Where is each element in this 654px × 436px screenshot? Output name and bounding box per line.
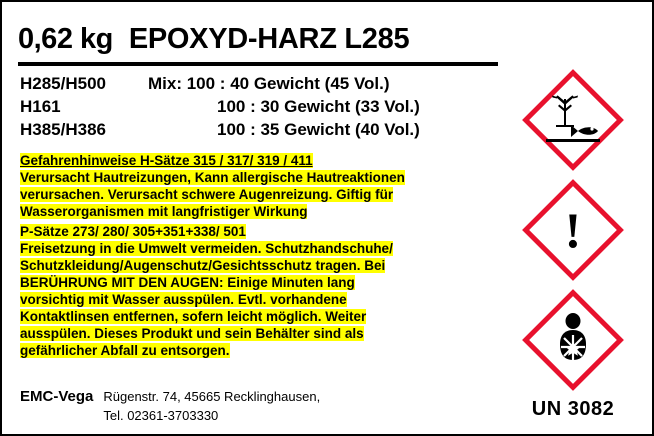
p-phrases-line [20,291,490,308]
p-phrases-line-text: Kontaktlinsen entfernen, sofern leicht möglich. Weiter [20,309,367,324]
mix-code: H385/H386 [20,120,107,139]
p-phrases-line [20,240,490,257]
p-phrases-heading [20,223,490,240]
p-phrases-line-text: BERÜHRUNG MIT DEN AUGEN: Einige Minuten lang [20,275,355,290]
p-phrases-line-text: gefährlicher Abfall zu entsorgen. [20,343,230,358]
h-phrases-heading [20,152,490,169]
h-phrases-heading-text: Gefahrenhinweise H-Sätze 315 / 317/ 319 / 411 [20,153,313,168]
mix-ratio: 100 : 35 Gewicht (40 Vol.) [217,120,420,139]
ghs09-environment-icon [521,68,625,172]
silhouette-with-starburst-icon [550,313,596,367]
address-line-2: Tel. 02361-3703330 [103,408,219,423]
table-row [20,74,500,97]
mix-ratio: Mix: 100 : 40 Gewicht (45 Vol.) [148,74,390,93]
p-phrases-line-text: Freisetzung in die Umwelt vermeiden. Schutzhandschuhe/ [20,241,393,256]
product-name: EPOXYD-HARZ L285 [128,22,410,55]
net-weight: 0,62 kg [18,22,113,55]
h-phrases-line [20,186,490,203]
ghs08-health-hazard-icon [521,288,625,392]
address-line-1: Rügenstr. 74, 45665 Recklinghausen, [103,389,321,404]
h-phrases-line-text: Verursacht Hautreizungen, Kann allergische Hautreaktionen [20,170,405,185]
h-phrases-line [20,203,490,220]
table-row [20,97,500,120]
p-phrases-line [20,342,490,359]
table-row [20,120,500,143]
pictogram-symbol [521,178,625,282]
mix-code: H285/H500 [20,74,107,93]
p-phrases-line [20,274,490,291]
dead-tree-and-fish-icon [544,95,602,145]
pictogram-column [510,68,636,398]
mix-code: H161 [20,97,61,116]
h-phrases-line [20,169,490,186]
p-phrases-line [20,308,490,325]
pictogram-symbol [521,288,625,392]
exclamation-mark: ! [564,202,582,258]
mix-ratio: 100 : 30 Gewicht (33 Vol.) [217,97,420,116]
supplier-block [20,387,490,425]
p-phrases-line-text: ausspülen. Dieses Produkt und sein Behälter sind als [20,326,364,341]
company-address [103,387,320,425]
ghs07-exclamation-icon [521,178,625,282]
p-phrases-line-text: vorsichtig mit Wasser ausspülen. Evtl. vorhandene [20,292,347,307]
h-phrases-line-text: verursachen. Verursacht schwere Augenreizung. Giftig für [20,187,394,202]
pictogram-symbol [521,68,625,172]
p-phrases-line [20,257,490,274]
h-phrases-line-text: Wasserorganismen mit langfristiger Wirkung [20,204,308,219]
p-phrases-line-text: Schutzkleidung/Augenschutz/Gesichtsschutz tragen. Bei [20,258,386,273]
company-name: EMC-Vega [20,388,94,405]
p-phrases-line [20,325,490,342]
title-row [18,16,498,66]
mix-ratio-table [20,74,500,143]
p-phrases-heading-text: P-Sätze 273/ 280/ 305+351+338/ 501 [20,224,246,239]
hazard-statements [20,152,490,359]
un-number: UN 3082 [531,398,615,420]
